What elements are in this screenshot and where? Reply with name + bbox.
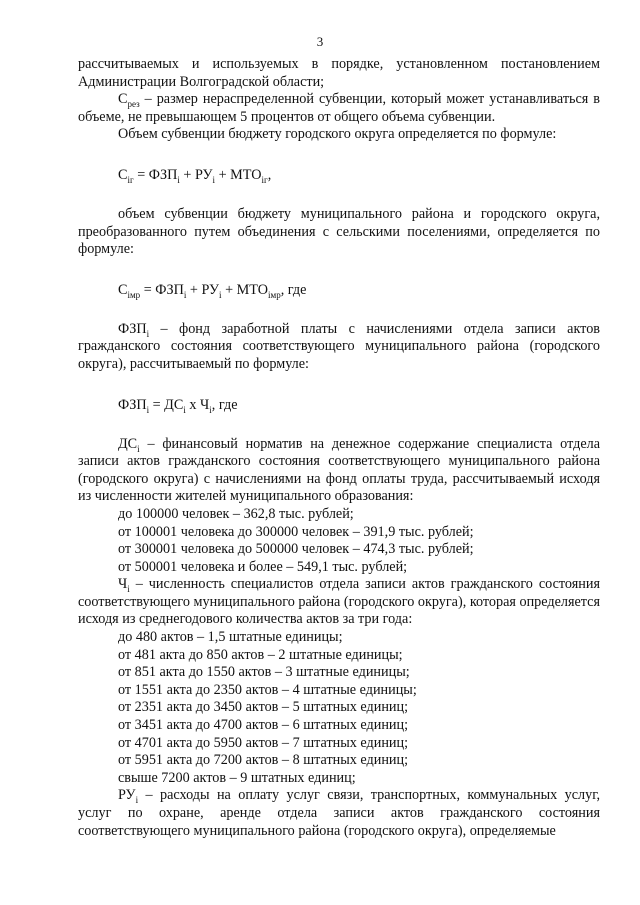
list-item: от 500001 человека и более – 549,1 тыс. рублей; xyxy=(118,558,408,575)
list-item: свыше 7200 актов – 9 штатных единиц; xyxy=(118,769,356,786)
list-item: от 1551 акта до 2350 актов – 4 штатные единицы; xyxy=(118,681,417,698)
list-item: от 5951 акта до 7200 актов – 8 штатных единиц; xyxy=(118,752,409,769)
list-item: от 3451 акта до 4700 актов – 6 штатных единиц; xyxy=(118,717,409,734)
list-item: от 2351 акта до 3450 актов – 5 штатных единиц; xyxy=(118,699,409,716)
paragraph-municipal-formula-intro: объем субвенции бюджету муниципального района и городского округа, преобразованного путем объединения с сельскими поселениями, определяется по формуле: xyxy=(78,205,600,258)
formula-municipal-district: $С_{iмр} = ФЗП_i + РУ_i + МТО_{iмр}$, где xyxy=(118,281,307,300)
list-item: от 4701 акта до 5950 актов – 7 штатных единиц; xyxy=(118,734,409,751)
formula-wage-fund: $ФЗП_i = ДС_i$ х $Ч_i$, где xyxy=(118,396,238,415)
list-item: до 480 актов – 1,5 штатные единицы; xyxy=(118,629,343,646)
formula-city-district: $С_{iг} = ФЗП_i + РУ_i + МТО_{iг}$, xyxy=(118,166,272,185)
list-item: от 300001 человека до 500000 человек – 474,3 тыс. рублей; xyxy=(118,541,474,558)
list-item: от 481 акта до 850 актов – 2 штатные единицы; xyxy=(118,646,403,663)
paragraph-wage-fund: $ФЗП_i$ – фонд заработной платы с начислениями отдела записи актов гражданского состояния соответствующего муниципального района (городского округа), рассчитываемый по формуле: xyxy=(78,320,600,372)
symbol-c-rez: С xyxy=(118,91,128,108)
paragraph-reserve-subvention: $С_{рез}$ – размер нераспределенной субвенции, который может устанавливаться в объеме, не превышающем 5 процентов от общего объема субвенции. xyxy=(78,91,600,125)
paragraph-city-formula-intro: Объем субвенции бюджету городского округа определяется по формуле: xyxy=(118,126,557,143)
list-item: до 100000 человек – 362,8 тыс. рублей; xyxy=(118,505,354,522)
page-number: 3 xyxy=(316,34,324,49)
staff-norm-list xyxy=(78,629,600,787)
paragraph-financial-norm: $ДС_i$ – финансовый норматив на денежное содержание специалиста отдела записи актов гражданского состояния соответствующего муниципального района (городского округа) с начислениями на фонд оплаты труда, рассчитываемый исходя из численности жителей муниципального образования: xyxy=(78,435,600,505)
paragraph-operating-costs: $РУ_i$ – расходы на оплату услуг связи, транспортных, коммунальных услуг, услуг по охране, аренде отдела записи актов гражданского состояния соответствующего муниципального района (городского округа), определяемые xyxy=(78,787,600,839)
paragraph-continuation: рассчитываемых и используемых в порядке, установленном постановлением Администрации Волгоградской области; xyxy=(78,56,600,90)
paragraph-staff-count: $Ч_i$ – численность специалистов отдела записи актов гражданского состояния соответствующего муниципального района (городского округа), которая определяется исходя из среднегодового количества актов за три года: xyxy=(78,576,600,628)
list-item: от 100001 человека до 300000 человек – 391,9 тыс. рублей; xyxy=(118,523,474,540)
list-item: от 851 акта до 1550 актов – 3 штатные единицы; xyxy=(118,664,410,681)
document-body xyxy=(78,56,600,840)
population-norm-list xyxy=(78,506,600,576)
